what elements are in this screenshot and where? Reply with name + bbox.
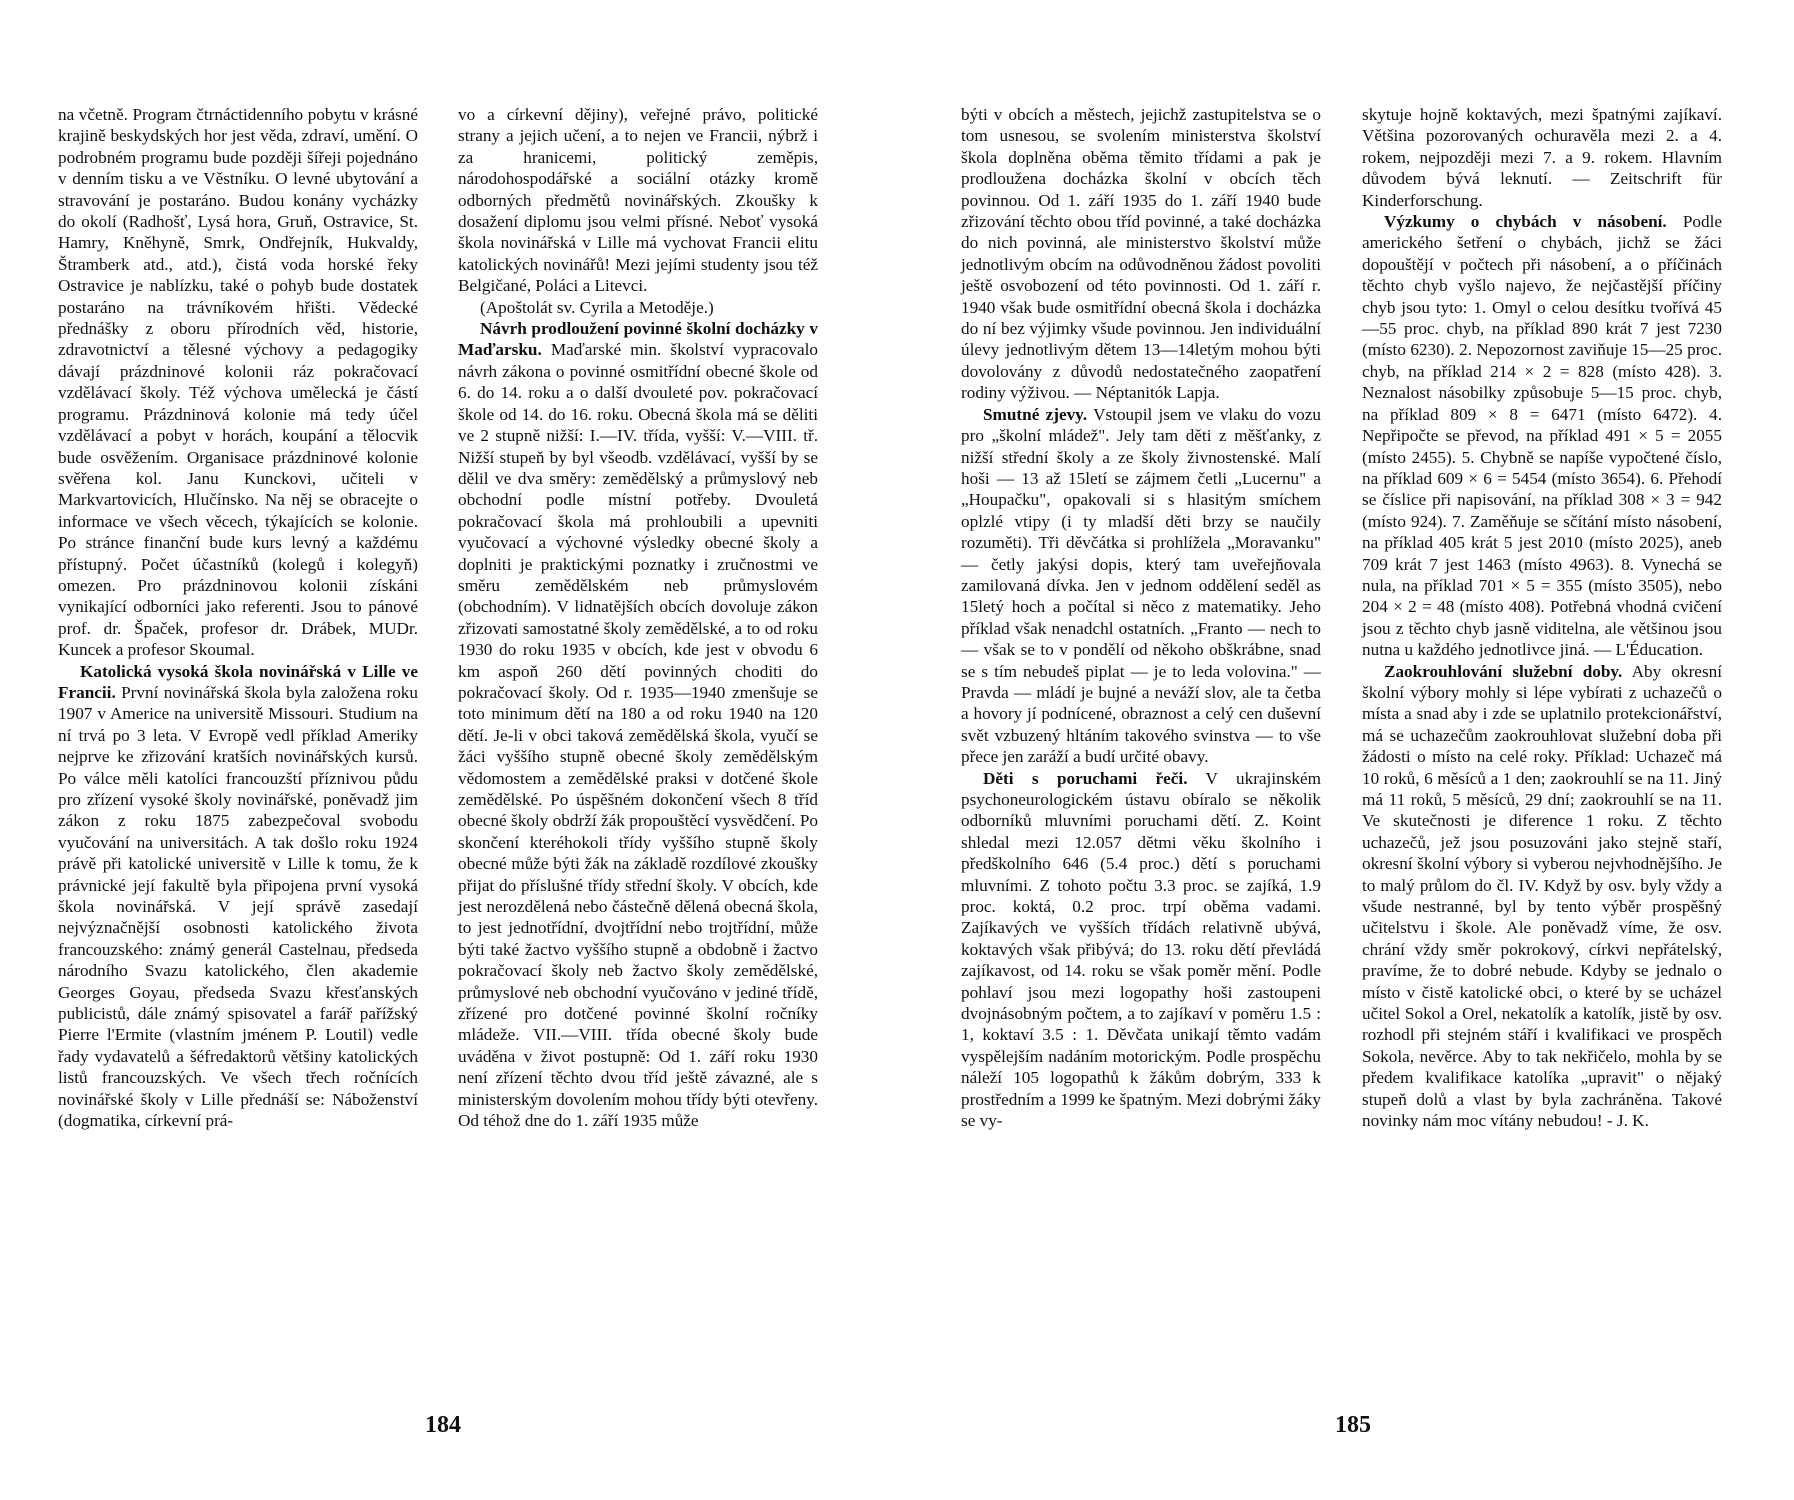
article-smutne-zjevy	[961, 404, 1321, 768]
page-number: 185	[1335, 1412, 1371, 1438]
paragraph: býti v obcích a městech, jejichž zastupitelstva se o tom usnesou, se svolením ministerstva školství škola doplněna oběma těmito třídami a pak je prodloužena docházka školní v obcích těch povinnou. Od 1. září 1935 do 1. září 1940 bude zřizování těchto obou tříd povinné, a také docházka do nich povinná, ale ministerstvo školství může jednotlivým obcím na odůvodněnou žádost povoliti ještě osvobození od této povinnosti. Od 1. září r. 1940 však bude osmitřídní obecná škola i docházka do ní bez výjimky všude povinnou. Jen individuální úlevy jednotlivým dětem 13—14letým mohou býti dovolovány z důvodů nedostatečného zaopatření rodiny výživou. — Néptanitók Lapja.	[961, 105, 1321, 403]
article-body: V ukrajinském psychoneurologickém ústavu obíralo se několik odborníků mluvními poruchami dětí. Z. Koint shledal mezi 12.057 dětmi věku školního i předškolního 646 (5.4 proc.) dětí s poruchami mluvními. Z tohoto počtu 3.3 proc. se zajíká, 1.9 proc. koktá, 0.2 proc. trpí oběma vadami. Zajíkavých ve vyšších třídách relativně ubývá, koktavých však přibývá; do 13. roku dětí převládá zajíkavost, od 14. roku se však poměr mění. Podle pohlaví jsou mezi logopathy hoši zastoupeni dvojnásobným počtem, a to zajíkaví v poměru 1.5 : 1, koktaví 3.5 : 1. Děvčata unikají těmto vadám vyspělejším nadáním motorickým. Podle prospěchu náleží 105 logopathů k žákům dobrým, 333 k prostředním a 1999 ke špatným. Mezi dobrými žáky se vy-	[961, 768, 1321, 1131]
right-column-2	[1362, 104, 1722, 1132]
article-heading: Návrh prodloužení povinné školní docházky v Maďarsku.	[458, 319, 818, 360]
paragraph: vo a církevní dějiny), veřejné právo, politické strany a jejich učení, a to nejen ve Francii, nýbrž i za hranicemi, politický zeměpis, národohospodářské a sociální otázky kromě odborných předmětů novinářských. Zkoušky k dosažení diplomu jsou velmi přísné. Neboť vysoká škola novinářská v Lille má vychovat Francii elitu katolických novinářů! Mezi jejími studenty jsou též Belgičané, Poláci a Litevci.	[458, 105, 818, 296]
article-body: Maďarské min. školství vypracovalo návrh zákona o povinné osmitřídní obecné škole od 6. do 14. roku a o další dvouleté pov. pokračovací škole od 14. do 16. roku. Obecná škola má se děliti ve 2 stupně nižší: I.—IV. třída, vyšší: V.—VIII. tř. Nižší stupeň by byl všeodb. vzdělávací, vyšší by se dělil ve dva směry: zemědělský a průmyslový neb obchodní podle místní potřeby. Dvouletá pokračovací škola má prohloubili a upevniti vyučovací a výchovné výsledky obecné školy a doplniti je praktickými poznatky i zručnostmi ve směru zemědělském neb průmyslovém (obchodním). V lidnatějších obcích dovoluje zákon zřizovati samostatné školy zemědělské, a to od roku 1930 do roku 1935 v obcích, kde jest v obvodu 6 km aspoň 260 dětí povinných choditi do pokračovací školy. Od r. 1935—1940 zmenšuje se toto minimum dětí na 180 a od roku 1940 na 120 dětí. Je-li v obci taková zemědělská škola, vyučí se žáci vyššího stupně obecné školy zemědělským vědomostem a zemědělské praksi v dotčené škole zemědělské. Po úspěšném dokončení všech 8 tříd obecné školy obdrží žák propouštěcí vysvědčení. Po skončení kteréhokoli třídy vyššího stupně školy obecné může býti žák na základě rozdílové zkoušky přijat do příslušné třídy střední školy. V obcích, kde jest nerozdělená nebo částečně dělená obecná škola, to jest jednotřídní, dvojtřídní nebo trojtřídní, může býti také žactvo vyššího stupně a obdobně i žactvo pokračovací školy neb žactvo školy zemědělské, průmyslové neb obchodní vyučováno v jediné třídě, zřízené pro dotčené povinné školní ročníky mládeže. VII.—VIII. třída obecné školy bude uváděna v život postupně: Od 1. září roku 1930 není zřízení těchto dvou tříd ještě závazné, ale s ministerským dovolením mohou třídy býti otevřeny. Od téhož dne do 1. září 1935 může	[458, 340, 818, 1131]
article-deti-s-poruchami	[961, 768, 1321, 1132]
article-navrh-madarsko	[458, 318, 818, 1131]
article-katolicka-skola	[58, 661, 418, 1132]
article-heading: Smutné zjevy.	[983, 404, 1088, 424]
article-heading: Výzkumy o chybách v násobení.	[1384, 212, 1667, 232]
article-heading: Zaokrouhlování služební doby.	[1384, 661, 1623, 681]
article-body: Podle amerického šetření o chybách, jichž se žáci dopouštějí v počtech při násobení, a o příčinách těchto chyb vyšlo najevo, že nejčastější příčiny chyb jsou tyto: 1. Omyl o celou desítku tvořívá 45—55 proc. chyb, na příklad 890 krát 7 jest 7230 (místo 6230). 2. Nepozornost zaviňuje 15—25 proc. chyb, na příklad 214 × 2 = 828 (místo 428). 3. Neznalost násobilky způsobuje 5—15 proc. chyb, na příklad 809 × 8 = 6471 (místo 6472). 4. Nepřipočte se převod, na příklad 491 × 5 = 2055 (místo 2455). 5. Chybně se napíše vypočtené číslo, na příklad 609 × 6 = 5454 (místo 3654). 6. Přehodí se číslice při napisování, na příklad 308 × 3 = 942 (místo 924). 7. Zaměňuje se sčítání místo násobení, na příklad 405 krát 5 jest 2010 (místo 2025), aneb 709 krát 7 jest 1463 (místo 4963). 8. Vynechá se nula, na příklad 701 × 5 = 355 (místo 3505), nebo 204 × 2 = 48 (místo 408). Potřebná vhodná cvičení jsou z těchto chyb jasně viditelna, ale většinou jsou nutna u každého jednotlivce jiná. — L'Éducation.	[1362, 212, 1722, 660]
article-heading: Katolická vysoká škola novinářská v Lille ve Francii.	[58, 661, 418, 702]
article-vyzkumy-nasobeni	[1362, 211, 1722, 661]
article-zaokrouhlovani	[1362, 661, 1722, 1132]
article-body: Vstoupil jsem ve vlaku do vozu pro „školní mládež". Jely tam děti z měšťanky, z nižší střední školy a ze školy živnostenské. Malí hoši — 13 až 15letí se zájmem četli „Lucernu" a „Houpačku", opakovali si s hlasitým smíchem oplzlé vtipy (i ty mladší děti brzy se naučily rozuměti). Tři děvčátka si prohlížela „Moravanku" — četly jakýsi dopis, který tam uveřejňovala zamilovaná dívka. Jen v jednom oddělení seděl as 15letý hoch a počítal si něco z matematiky. Jeho příklad však nenadchl ostatních. „Franto — nech to — však se to v pondělí od někoho obškrábne, snad se s tím nebudeš piplat — je to leda volovina." — Pravda — mládí je bujné a neváží slov, ale ta četba a hovory jí podnícené, obraznost a celý cen duševní svět vzbuzený hltáním takového svinstva — to vše přece jen zaráží a budí určité obavy.	[961, 404, 1321, 767]
article-body: Aby okresní školní výbory mohly si lépe vybírati z uchazečů o místa a snad aby i zde se uplatnilo protekcionářství, má se uchazečům zaokrouhlovat služební doba při žádosti o místo na celé roky. Příklad: Uchazeč má 10 roků, 6 měsíců a 1 den; zaokrouhlí se na 11. Jiný má 11 roků, 5 měsíců, 29 dní; zaokrouhlí se na 11. Ve skutečnosti je diference 1 roku. Z těchto uchazečů, jež jsou posuzováni jako stejně staří, okresní školní výbory si vyberou nejvhodnějšího. Je to malý průlom do čl. IV. Když by osv. byly vždy a všude nestranné, byl by tento výběr prospěšný učitelstvu i škole. Ale poněvadž víme, že osv. chrání vždy směr pokrokový, církvi nepřátelský, pravíme, že to dobré nebude. Kdyby se jednalo o místo v čistě katolické obci, o které by se ucházel učitel Sokol a Orel, nekatolík a katolík, jistě by osv. rozhodl při stejném stáří i kvalifikaci ve prospěch Sokola, nevěrce. Aby to tak nekřičelo, mohla by se předem kvalifikace katolíka „upravit" o nějaký stupeň dolů a vlast by byla zachráněna. Takové novinky nám moc vítány nebudou! - J. K.	[1362, 661, 1722, 1131]
left-column-1	[58, 104, 418, 1132]
source-citation: (Apoštolát sv. Cyrila a Metoděje.)	[480, 297, 714, 317]
article-heading: Děti s poruchami řeči.	[983, 768, 1188, 788]
paragraph: skytuje hojně koktavých, mezi špatnými zajíkaví. Většina pozorovaných ochuravěla mezi 2. a 4. rokem, nejpozději mezi 7. a 9. rokem. Hlavním důvodem bývá leknutí. — Zeitschrift für Kinderforschung.	[1362, 105, 1722, 210]
paragraph: na včetně. Program čtrnáctidenního pobytu v krásné krajině beskydských hor jest věda, zdraví, umění. O podrobném programu bude později šířeji pojednáno v denním tisku a ve Věstníku. O levné ubytování a stravování je postaráno. Budou konány vycházky do okolí (Radhošť, Lysá hora, Gruň, Ostravice, St. Hamry, Kněhyně, Smrk, Ondřejník, Hukvaldy, Štramberk atd., atd.), čistá voda horské řeky Ostravice je nablízku, také o pohyb bude dostatek postaráno na trávníkovém hřišti. Vědecké přednášky z oboru přírodních věd, historie, zdravotnictví a tělesné výchovy a pedagogiky dávají prázdninové kolonii ráz pokračovací vzdělávací školy. Též výchova umělecká je částí programu. Prázdninová kolonie má tedy účel vzdělávací a pobyt v horách, koupání a tělocvik bude osvěžením. Organisace prázdninové kolonie svěřena kol. Janu Kunckovi, učiteli v Markvartovicích, Hlučínsko. Na něj se obracejte o informace ve všech věcech, týkajících se kolonie. Po stránce finanční bude kurs levný a každému přístupný. Počet účastníků (kolegů i kolegyň) omezen. Pro prázdninovou kolonii získáni vynikající odborníci jako referenti. Jsou to pánové prof. dr. Špaček, profesor dr. Drábek, MUDr. Kuncek a profesor Skoumal.	[58, 105, 418, 660]
right-column-1	[961, 104, 1321, 1132]
left-column-2	[458, 104, 818, 1132]
article-body: První novinářská škola byla založena roku 1907 v Americe na universitě Missouri. Studium na ní trvá po 3 leta. V Evropě vedl příklad Ameriky nejprve ke zřizování kratších novinářských kursů. Po válce měli katolíci francouzští příznivou půdu pro zřízení vysoké školy novinářské, poněvadž jim zákon z roku 1875 zabezpečoval svobodu vyučování na universitách. A tak došlo roku 1924 právě při katolické universitě v Lille k tomu, že k právnické její fakultě byla připojena první vysoká škola novinářská. V její správě zasedají nejvýznačnější osobnosti katolického života francouzského: známý generál Castelnau, předseda národního Svazu katolického, člen akademie Georges Goyau, předseda Svazu křesťanských publicistů, dále známý spisovatel a farář pařížský Pierre l'Ermite (vlastním jménem P. Loutil) vedle řady vydavatelů a šéfredaktorů většiny katolických listů francouzských. Ve všech třech ročnících novinářské školy v Lille přednáší se: Náboženství (dogmatika, církevní prá-	[58, 682, 418, 1131]
right-page	[897, 0, 1794, 1500]
page-number: 184	[425, 1412, 461, 1438]
